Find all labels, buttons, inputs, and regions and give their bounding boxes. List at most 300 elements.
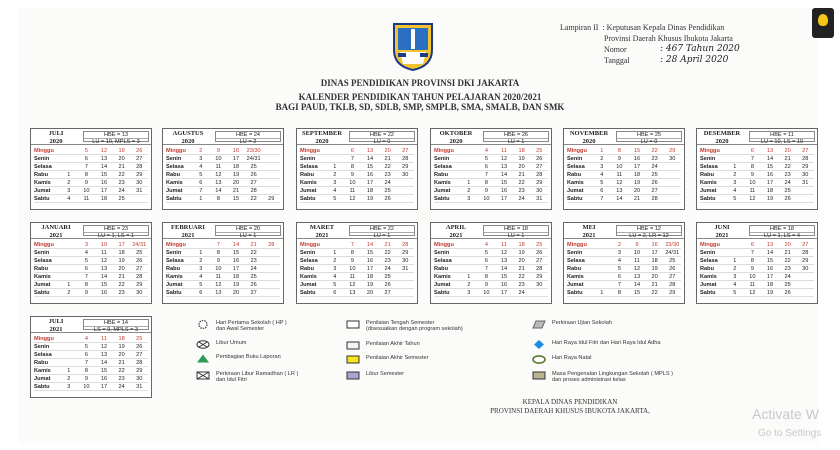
date-cell: 20: [628, 187, 646, 195]
date-cell: 11: [78, 195, 96, 203]
month-calendar: [563, 128, 685, 210]
day-grid: [300, 241, 414, 297]
day-grid: [434, 241, 548, 297]
day-name: Sabtu: [166, 195, 192, 203]
day-name: Minggu: [700, 147, 726, 155]
date-cell: 20: [361, 289, 379, 297]
day-name: Senin: [567, 155, 593, 163]
date-cell: [396, 195, 414, 203]
date-cell: 23: [513, 281, 531, 289]
day-grid: [166, 147, 280, 203]
day-name: Jumat: [567, 281, 593, 289]
date-cell: 1: [460, 179, 478, 187]
date-cell: [726, 147, 744, 155]
date-cell: [460, 163, 478, 171]
day-name: Sabtu: [567, 289, 593, 297]
day-name: Kamis: [34, 179, 60, 187]
date-cell: 12: [744, 195, 762, 203]
month-calendar: [162, 128, 284, 210]
date-cell: 9: [210, 147, 228, 155]
date-cell: 19: [761, 195, 779, 203]
date-cell: 5: [611, 265, 629, 273]
legend-item: [196, 354, 281, 363]
date-cell: 31: [530, 195, 548, 203]
date-cell: 5: [726, 289, 744, 297]
date-cell: 6: [744, 241, 762, 249]
date-cell: 1: [326, 249, 344, 257]
date-cell: 18: [628, 171, 646, 179]
date-cell: 18: [361, 187, 379, 195]
date-cell: 16: [95, 375, 113, 383]
month-calendar: [696, 222, 818, 304]
date-cell: 30: [796, 265, 814, 273]
dki-jakarta-crest-logo: [390, 20, 436, 72]
date-cell: 1: [60, 281, 78, 289]
date-cell: 13: [495, 257, 513, 265]
lampiran-block: [560, 22, 740, 66]
date-cell: [593, 273, 611, 281]
date-cell: 2: [326, 171, 344, 179]
date-cell: 29: [130, 171, 148, 179]
date-cell: 11: [344, 187, 362, 195]
date-cell: 3: [726, 179, 744, 187]
day-grid: [34, 147, 148, 203]
date-cell: 22: [245, 195, 263, 203]
date-cell: [396, 273, 414, 281]
month-name: JULI 2020: [48, 130, 64, 145]
date-cell: [192, 241, 210, 249]
date-cell: 6: [478, 163, 496, 171]
date-cell: 29: [796, 257, 814, 265]
month-calendar: [696, 128, 818, 210]
day-name: Kamis: [700, 273, 726, 281]
date-cell: 8: [78, 171, 96, 179]
day-name: Rabu: [300, 265, 326, 273]
date-cell: 18: [646, 257, 664, 265]
date-cell: 4: [478, 241, 496, 249]
date-cell: 22: [513, 179, 531, 187]
date-cell: [663, 195, 681, 203]
date-cell: 10: [95, 241, 113, 249]
date-cell: [796, 281, 814, 289]
lu-count: LU = 0: [640, 139, 658, 145]
date-cell: 8: [478, 179, 496, 187]
date-cell: 26: [130, 343, 148, 351]
date-cell: 10: [628, 249, 646, 257]
month-summary: [83, 131, 149, 145]
date-cell: 19: [513, 249, 531, 257]
date-cell: 2: [460, 187, 478, 195]
date-cell: 9: [744, 171, 762, 179]
month-summary: [349, 131, 415, 145]
date-cell: [262, 281, 280, 289]
tanggal-value: : 28 April 2020: [660, 55, 729, 65]
date-cell: [460, 241, 478, 249]
day-grid: [567, 241, 681, 297]
date-cell: 30: [530, 281, 548, 289]
box-khaki-icon: [532, 371, 546, 380]
day-name: Rabu: [567, 171, 593, 179]
day-name: Sabtu: [34, 289, 60, 297]
date-cell: 14: [761, 249, 779, 257]
date-cell: 15: [628, 289, 646, 297]
date-cell: 17: [361, 179, 379, 187]
date-cell: 9: [478, 187, 496, 195]
date-cell: 8: [78, 367, 96, 375]
legend-item: [346, 355, 429, 364]
day-name: Senin: [34, 343, 60, 351]
date-cell: [60, 249, 78, 257]
date-cell: 20: [779, 241, 797, 249]
date-cell: 11: [744, 187, 762, 195]
date-cell: 22: [646, 289, 664, 297]
date-cell: 27: [130, 351, 148, 359]
date-cell: 23: [379, 257, 397, 265]
diamond-blue-icon: [532, 340, 546, 349]
date-cell: [530, 289, 548, 297]
date-cell: 24/31: [246, 156, 261, 162]
oval-x-icon: [196, 340, 210, 349]
legend-item: [532, 340, 661, 349]
date-cell: 26: [130, 257, 148, 265]
date-cell: 27: [130, 155, 148, 163]
day-name: Jumat: [166, 281, 192, 289]
date-cell: 13: [210, 179, 228, 187]
date-cell: 4: [192, 163, 210, 171]
day-name: Kamis: [434, 179, 460, 187]
date-cell: 20: [113, 265, 131, 273]
date-cell: 31: [130, 383, 148, 391]
date-cell: 21: [379, 241, 397, 249]
date-cell: 16: [227, 257, 245, 265]
date-cell: 23: [113, 179, 131, 187]
date-cell: 9: [611, 155, 629, 163]
hbe-count: HBE = 18: [750, 226, 814, 233]
date-cell: 3: [326, 265, 344, 273]
date-cell: 27: [245, 289, 263, 297]
date-cell: 19: [513, 155, 531, 163]
date-cell: [663, 187, 681, 195]
day-name: Minggu: [34, 147, 60, 155]
month-name: MARET 2021: [309, 224, 335, 239]
day-name: Sabtu: [34, 195, 60, 203]
activate-windows-watermark: Activate W: [752, 406, 819, 422]
date-cell: 17: [646, 249, 664, 257]
date-cell: 9: [628, 241, 646, 249]
day-name: Minggu: [434, 241, 460, 249]
date-cell: 26: [379, 281, 397, 289]
date-cell: 19: [227, 281, 245, 289]
legend-text: Libur Umum: [216, 340, 247, 346]
date-cell: 12: [95, 147, 113, 155]
date-cell: 27: [646, 187, 664, 195]
date-cell: 7: [478, 171, 496, 179]
date-cell: 12: [95, 257, 113, 265]
date-cell: 5: [326, 281, 344, 289]
date-cell: 3: [460, 289, 478, 297]
lightbulb-icon[interactable]: [812, 8, 834, 38]
month-name: JULI 2021: [48, 318, 64, 333]
lu-count: LU = 2: [239, 139, 257, 145]
date-cell: 2: [726, 171, 744, 179]
month-name: JUNI 2021: [714, 224, 730, 239]
day-grid: [700, 241, 814, 297]
date-cell: 6: [78, 155, 96, 163]
signature-line-2: PROVINSI DAERAH KHUSUS IBUKOTA JAKARTA,: [490, 407, 650, 415]
date-cell: 2: [60, 289, 78, 297]
date-cell: 5: [78, 147, 96, 155]
date-cell: 28: [530, 265, 548, 273]
date-cell: 11: [744, 281, 762, 289]
date-cell: 21: [113, 273, 131, 281]
date-cell: 19: [227, 171, 245, 179]
date-cell: 28: [245, 187, 263, 195]
day-name: Minggu: [567, 241, 593, 249]
date-cell: 21: [113, 359, 131, 367]
date-cell: [460, 155, 478, 163]
date-cell: 6: [744, 147, 762, 155]
date-cell: 12: [744, 289, 762, 297]
legend-item: [196, 340, 246, 349]
legend-item: [532, 320, 612, 329]
date-cell: 7: [611, 281, 629, 289]
date-cell: 24: [513, 289, 531, 297]
date-cell: [60, 265, 78, 273]
hbe-count: HBE = 25: [617, 132, 681, 139]
date-cell: 9: [78, 179, 96, 187]
month-calendar: [430, 128, 552, 210]
date-cell: 18: [113, 249, 131, 257]
month-name: FEBRUARI 2021: [171, 224, 205, 239]
date-cell: 14: [95, 273, 113, 281]
date-cell: 16: [761, 265, 779, 273]
date-cell: 14: [628, 281, 646, 289]
triangle-green-icon: [196, 354, 210, 363]
date-cell: [460, 147, 478, 155]
day-name: Sabtu: [434, 195, 460, 203]
date-cell: 11: [210, 163, 228, 171]
date-cell: [396, 179, 414, 187]
month-calendar: [30, 222, 152, 304]
date-cell: 17: [113, 241, 131, 249]
date-cell: 5: [78, 343, 96, 351]
hbe-count: HBE = 20: [216, 226, 280, 233]
date-cell: 21: [628, 195, 646, 203]
day-name: Minggu: [166, 147, 192, 155]
date-cell: 29: [130, 367, 148, 375]
date-cell: 10: [744, 273, 762, 281]
date-cell: [262, 265, 280, 273]
date-cell: 23: [245, 257, 263, 265]
hbe-count: HBE = 14: [84, 320, 148, 327]
date-cell: 25: [113, 195, 131, 203]
date-cell: 25: [530, 241, 548, 249]
day-name: Selasa: [300, 163, 326, 171]
date-cell: 12: [495, 155, 513, 163]
date-cell: 24/31: [665, 250, 680, 256]
date-cell: 7: [344, 241, 362, 249]
day-name: Minggu: [300, 241, 326, 249]
date-cell: 23: [113, 375, 131, 383]
date-cell: 6: [192, 179, 210, 187]
date-cell: 16: [361, 171, 379, 179]
date-cell: 25: [379, 187, 397, 195]
lu-count: LU = 10, LS = 10: [760, 139, 804, 145]
date-cell: 14: [361, 241, 379, 249]
day-name: Jumat: [434, 281, 460, 289]
date-cell: 29: [663, 147, 681, 155]
date-cell: 10: [478, 195, 496, 203]
date-cell: 11: [95, 249, 113, 257]
date-cell: [262, 257, 280, 265]
date-cell: [262, 289, 280, 297]
date-cell: 18: [761, 187, 779, 195]
legend-text: Perkiraan Ujian Sekolah: [552, 320, 613, 326]
date-cell: 3: [78, 241, 96, 249]
date-cell: 26: [530, 155, 548, 163]
date-cell: 14: [227, 241, 245, 249]
date-cell: [796, 273, 814, 281]
date-cell: 6: [78, 265, 96, 273]
date-cell: 21: [245, 241, 263, 249]
date-cell: 6: [611, 273, 629, 281]
date-cell: 1: [60, 367, 78, 375]
hbe-count: HBE = 24: [216, 132, 280, 139]
date-cell: 16: [495, 187, 513, 195]
date-cell: 15: [95, 367, 113, 375]
date-cell: [262, 273, 280, 281]
month-name: DESEMBER 2020: [703, 130, 741, 145]
date-cell: 30: [130, 289, 148, 297]
date-cell: 6: [78, 351, 96, 359]
date-cell: 12: [344, 281, 362, 289]
date-cell: 25: [779, 187, 797, 195]
date-cell: [60, 241, 78, 249]
lu-count: LU = 1: [373, 233, 391, 239]
date-cell: 2: [726, 265, 744, 273]
day-name: Minggu: [166, 241, 192, 249]
date-cell: 29: [663, 289, 681, 297]
date-cell: 10: [210, 265, 228, 273]
date-cell: 1: [192, 249, 210, 257]
date-cell: 6: [192, 289, 210, 297]
date-cell: 11: [495, 241, 513, 249]
date-cell: 24: [113, 187, 131, 195]
date-cell: 9: [478, 281, 496, 289]
date-cell: 13: [95, 155, 113, 163]
date-cell: 8: [344, 163, 362, 171]
day-name: Senin: [300, 155, 326, 163]
date-cell: 26: [663, 265, 681, 273]
date-cell: 26: [530, 249, 548, 257]
date-cell: 11: [628, 257, 646, 265]
date-cell: 3: [593, 163, 611, 171]
legend-text: Penilaian Akhir Tahun: [366, 341, 420, 347]
date-cell: [262, 179, 280, 187]
hbe-count: HBE = 22: [350, 132, 414, 139]
month-calendar: [430, 222, 552, 304]
date-cell: 19: [113, 147, 131, 155]
date-cell: 14: [95, 359, 113, 367]
month-name: NOVEMBER 2020: [569, 130, 609, 145]
signature-line-1: KEPALA DINAS PENDIDIKAN: [522, 398, 618, 406]
go-to-settings-watermark: Go to Settings: [758, 428, 822, 439]
date-cell: 19: [361, 195, 379, 203]
date-cell: 28: [530, 171, 548, 179]
calendar-title: KALENDER PENDIDIKAN TAHUN PELAJARAN 2020/2021: [298, 92, 542, 102]
date-cell: 18: [95, 195, 113, 203]
date-cell: 2: [192, 257, 210, 265]
month-summary: [749, 131, 815, 145]
date-cell: 25: [130, 249, 148, 257]
date-cell: 31: [796, 179, 814, 187]
date-cell: 22: [245, 249, 263, 257]
day-name: Selasa: [166, 257, 192, 265]
date-cell: 2: [60, 375, 78, 383]
date-cell: [326, 155, 344, 163]
day-name: Rabu: [434, 265, 460, 273]
date-cell: 17: [761, 179, 779, 187]
date-cell: 18: [513, 147, 531, 155]
date-cell: [262, 249, 280, 257]
date-cell: 25: [130, 335, 148, 343]
box-x-icon: [196, 371, 210, 380]
date-cell: 4: [593, 171, 611, 179]
date-cell: 11: [495, 147, 513, 155]
date-cell: 28: [663, 281, 681, 289]
date-cell: [60, 351, 78, 359]
date-cell: 8: [210, 195, 228, 203]
date-cell: 25: [245, 273, 263, 281]
date-cell: [726, 155, 744, 163]
date-cell: 15: [761, 163, 779, 171]
date-cell: 1: [326, 163, 344, 171]
day-name: Selasa: [567, 257, 593, 265]
lu-count: LU = 2, LR = 12: [629, 233, 669, 239]
calendar-subtitle: BAGI PAUD, TKLB, SD, SDLB, SMP, SMPLB, SMA, SMALB, DAN SMK: [275, 102, 565, 112]
date-cell: 18: [227, 273, 245, 281]
legend-item: [196, 320, 287, 332]
date-cell: [796, 187, 814, 195]
date-cell: 20: [227, 179, 245, 187]
date-cell: [60, 155, 78, 163]
day-name: Jumat: [700, 187, 726, 195]
date-cell: 7: [192, 187, 210, 195]
date-cell: 24: [779, 273, 797, 281]
day-name: Selasa: [700, 257, 726, 265]
day-name: Kamis: [567, 273, 593, 281]
hbe-count: HBE = 12: [617, 226, 681, 233]
month-summary: [215, 131, 281, 145]
legend-item: [196, 371, 298, 383]
date-cell: 11: [210, 273, 228, 281]
month-name: MEI 2021: [582, 224, 596, 239]
legend-item: [346, 341, 420, 350]
date-cell: 12: [344, 195, 362, 203]
date-cell: 5: [726, 195, 744, 203]
legend-text: Penilaian Akhir Semester: [366, 355, 429, 361]
lampiran-line2: Provinsi Daerah Khusus Ibukota Jakarta: [604, 34, 733, 43]
date-cell: 24: [379, 179, 397, 187]
date-cell: 30: [130, 179, 148, 187]
day-name: Jumat: [700, 281, 726, 289]
date-cell: 4: [78, 249, 96, 257]
date-cell: 28: [396, 155, 414, 163]
month-summary: [616, 225, 682, 239]
date-cell: [796, 195, 814, 203]
date-cell: 22: [113, 367, 131, 375]
date-cell: 19: [361, 281, 379, 289]
